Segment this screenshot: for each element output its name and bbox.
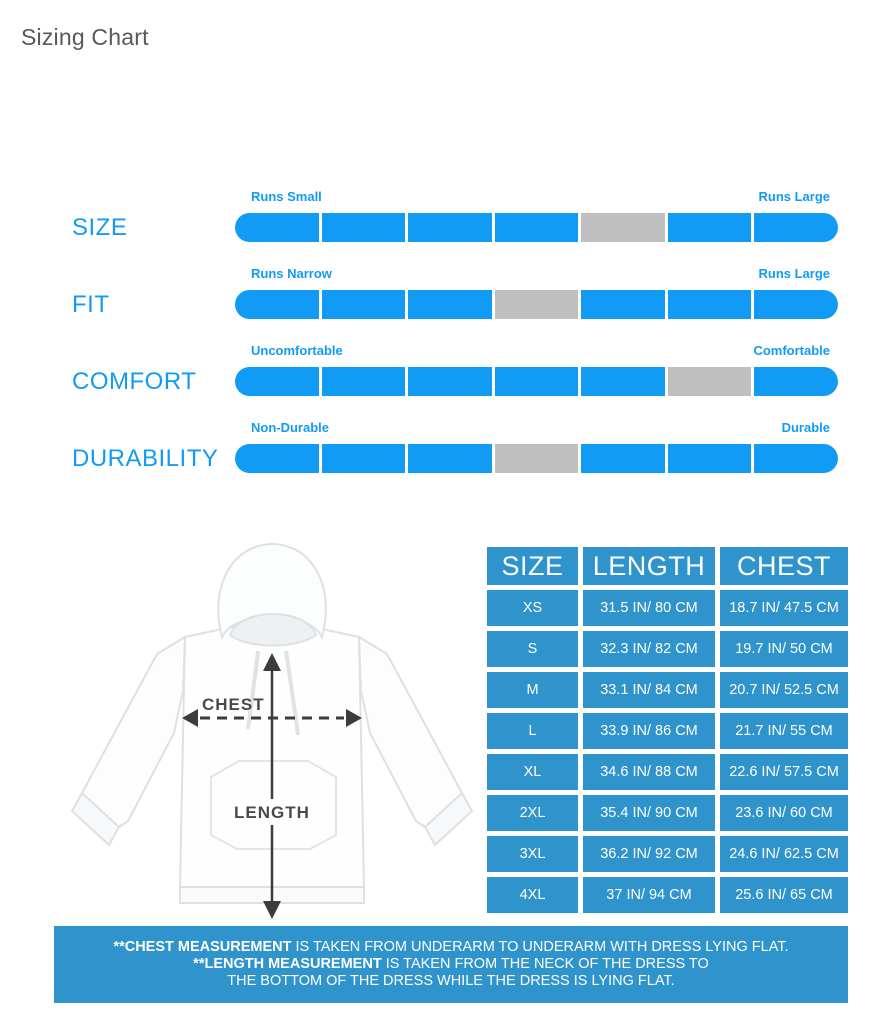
rating-left-label: Runs Narrow <box>251 266 332 281</box>
bar-segment <box>495 213 579 242</box>
rating-category-label: DURABILITY <box>72 445 219 472</box>
note-chest-bold: **CHEST MEASUREMENT <box>113 939 292 955</box>
bar-segment <box>408 213 492 242</box>
size-table <box>487 547 848 913</box>
bar-segment <box>322 367 406 396</box>
size-cell: M <box>487 672 578 708</box>
note-line-1: **CHEST MEASUREMENT IS TAKEN FROM UNDERARM TO UNDERARM WITH DRESS LYING FLAT. <box>113 939 789 955</box>
length-arrow-label: LENGTH <box>234 803 310 822</box>
bar-segment <box>235 290 319 319</box>
bar-segment <box>668 444 752 473</box>
size-cell: S <box>487 631 578 667</box>
size-cell: 2XL <box>487 795 578 831</box>
chest-cell: 18.7 IN/ 47.5 CM <box>720 590 848 626</box>
size-cell: XL <box>487 754 578 790</box>
note-line-2: **LENGTH MEASUREMENT IS TAKEN FROM THE NECK OF THE DRESS TO <box>193 956 709 972</box>
length-cell: 33.1 IN/ 84 CM <box>583 672 715 708</box>
bar-segment-marker <box>495 290 579 319</box>
rating-bar <box>235 290 838 319</box>
rating-left-label: Uncomfortable <box>251 343 343 358</box>
rating-category-label: FIT <box>72 291 110 318</box>
size-cell: 4XL <box>487 877 578 913</box>
bar-segment <box>581 444 665 473</box>
rating-bar <box>235 444 838 473</box>
bar-segment <box>668 290 752 319</box>
bar-segment <box>754 213 838 242</box>
size-cell: 3XL <box>487 836 578 872</box>
length-cell: 32.3 IN/ 82 CM <box>583 631 715 667</box>
rating-category-label: SIZE <box>72 214 128 241</box>
bar-segment <box>754 290 838 319</box>
rating-row-fit <box>0 265 887 323</box>
rating-end-labels <box>235 420 838 440</box>
rating-category-label: COMFORT <box>72 368 197 395</box>
bar-segment <box>754 444 838 473</box>
page-title: Sizing Chart <box>21 24 149 50</box>
length-cell: 36.2 IN/ 92 CM <box>583 836 715 872</box>
bar-segment <box>322 444 406 473</box>
bar-segment <box>235 444 319 473</box>
rating-row-durability <box>0 419 887 477</box>
hoodie-diagram <box>61 541 481 931</box>
size-table-header-size: SIZE <box>487 547 578 585</box>
rating-bar <box>235 367 838 396</box>
chest-cell: 20.7 IN/ 52.5 CM <box>720 672 848 708</box>
bar-segment <box>581 367 665 396</box>
chest-arrow-label: CHEST <box>202 695 265 714</box>
bar-segment <box>322 213 406 242</box>
length-cell: 34.6 IN/ 88 CM <box>583 754 715 790</box>
size-cell: L <box>487 713 578 749</box>
chest-cell: 21.7 IN/ 55 CM <box>720 713 848 749</box>
rating-end-labels <box>235 189 838 209</box>
rating-right-label: Durable <box>781 420 830 435</box>
bar-segment <box>235 367 319 396</box>
bar-segment <box>408 367 492 396</box>
chest-cell: 22.6 IN/ 57.5 CM <box>720 754 848 790</box>
size-cell: XS <box>487 590 578 626</box>
chest-cell: 23.6 IN/ 60 CM <box>720 795 848 831</box>
bar-segment <box>754 367 838 396</box>
rating-left-label: Non-Durable <box>251 420 329 435</box>
rating-right-label: Runs Large <box>758 266 830 281</box>
length-cell: 31.5 IN/ 80 CM <box>583 590 715 626</box>
rating-end-labels <box>235 266 838 286</box>
bar-segment <box>235 213 319 242</box>
rating-right-label: Runs Large <box>758 189 830 204</box>
chest-cell: 24.6 IN/ 62.5 CM <box>720 836 848 872</box>
rating-row-comfort <box>0 342 887 400</box>
chest-cell: 19.7 IN/ 50 CM <box>720 631 848 667</box>
bar-segment <box>581 290 665 319</box>
size-table-header-chest: CHEST <box>720 547 848 585</box>
rating-right-label: Comfortable <box>753 343 830 358</box>
bar-segment-marker <box>495 444 579 473</box>
note-length-bold: **LENGTH MEASUREMENT <box>193 956 382 972</box>
bar-segment-marker <box>581 213 665 242</box>
rating-row-size <box>0 188 887 246</box>
bar-segment <box>668 213 752 242</box>
bar-segment <box>322 290 406 319</box>
hoodie-left-sleeve <box>82 637 185 827</box>
rating-bar <box>235 213 838 242</box>
measurement-note <box>54 926 848 1003</box>
note-line-3: THE BOTTOM OF THE DRESS WHILE THE DRESS IS LYING FLAT. <box>227 973 675 989</box>
length-cell: 37 IN/ 94 CM <box>583 877 715 913</box>
rating-left-label: Runs Small <box>251 189 322 204</box>
length-cell: 33.9 IN/ 86 CM <box>583 713 715 749</box>
hoodie-right-sleeve <box>359 637 462 827</box>
bar-segment <box>495 367 579 396</box>
chest-cell: 25.6 IN/ 65 CM <box>720 877 848 913</box>
length-cell: 35.4 IN/ 90 CM <box>583 795 715 831</box>
rating-end-labels <box>235 343 838 363</box>
bar-segment <box>408 444 492 473</box>
bar-segment <box>408 290 492 319</box>
size-table-header-length: LENGTH <box>583 547 715 585</box>
bar-segment-marker <box>668 367 752 396</box>
